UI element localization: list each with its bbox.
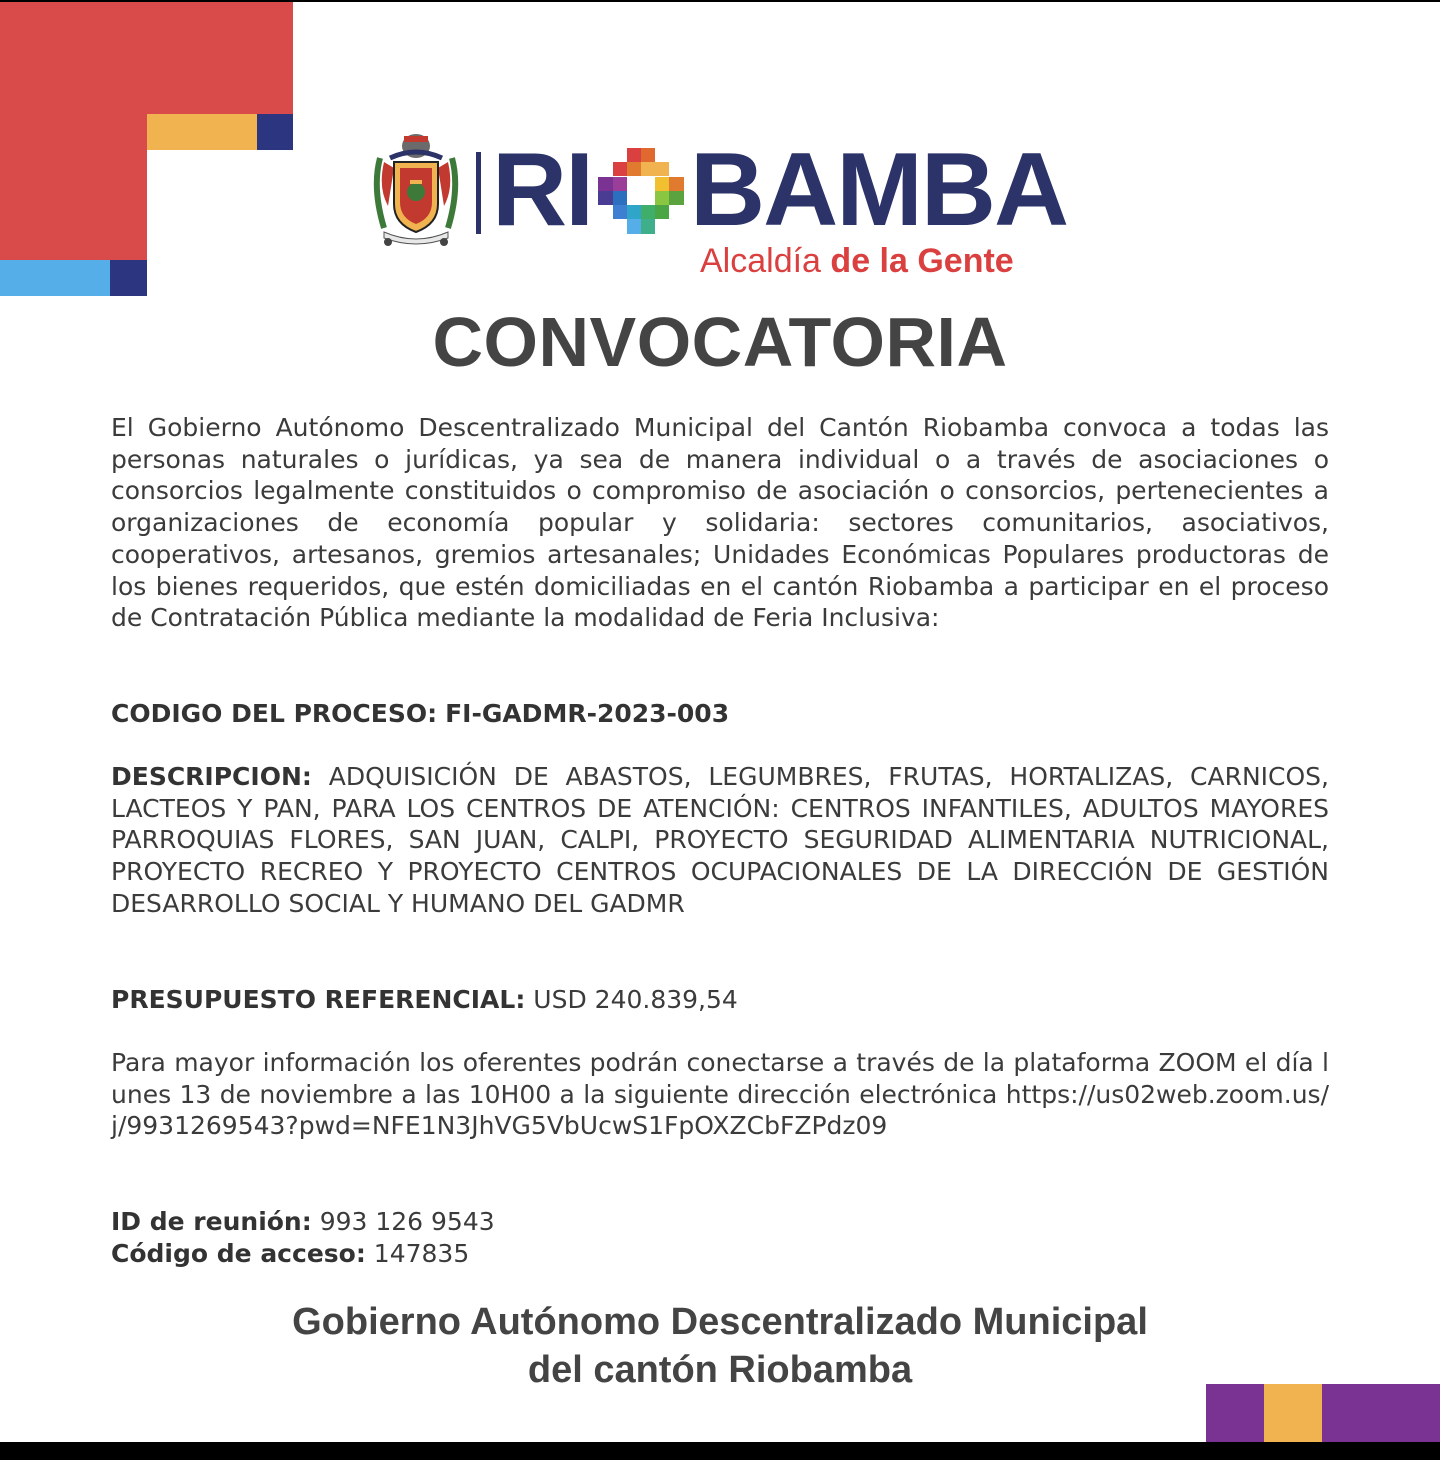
meeting-id-value: 993 126 9543 [319, 1207, 495, 1236]
logo-text-left: RI [492, 132, 592, 248]
zoom-info [111, 1047, 1329, 1142]
codigo-label: CODIGO DEL PROCESO: [111, 699, 438, 728]
footer-line-2: del cantón Riobamba [527, 1349, 913, 1391]
decor-yellow-block [147, 114, 257, 150]
codigo-value: FI-GADMR-2023-003 [445, 699, 730, 728]
logo-text-right: BAMBA [690, 132, 1068, 248]
chakana-cross-icon [598, 148, 684, 234]
presupuesto [111, 984, 1329, 1016]
presupuesto-value: USD 240.839,54 [533, 985, 738, 1014]
coat-of-arms-icon [370, 128, 462, 248]
decor-blue-block [0, 260, 110, 296]
poster [0, 2, 1440, 1442]
logo-divider [476, 152, 481, 234]
descripcion-label: DESCRIPCION: [111, 762, 312, 791]
decor-red-block [0, 2, 293, 114]
bottom-bar [0, 1442, 1440, 1460]
access-code [111, 1238, 1329, 1270]
presupuesto-label: PRESUPUESTO REFERENCIAL: [111, 985, 526, 1014]
zoom-link[interactable]: https://us02web.zoom.us/j/9931269543?pwd=NFE1N3JhVG5VbUcwS1FpOXZCbFZPdz09 [111, 1079, 1329, 1141]
descripcion-value: ADQUISICIÓN DE ABASTOS, LEGUMBRES, FRUTAS, HORTALIZAS, CARNICOS, LACTEOS Y PAN, PARA LOS CENTROS DE ATENCIÓN: CENTROS INFANTILES, ADULTOS MAYORES PARROQUIAS FLORES, SAN JUAN, CALPI, PROYECTO SEGURIDAD ALIMENTARIA NUTRICIONAL, PROYECTO RECREO Y PROYECTO CENTROS OCUPACIONALES DE LA DIRECCIÓN DE GESTIÓN DESARROLLO SOCIAL Y HUMANO DEL GADMR [111, 762, 1329, 918]
riobamba-logo [492, 132, 1068, 248]
decor-navy-block-bottom [110, 260, 147, 296]
access-code-label: Código de acceso: [111, 1239, 366, 1268]
decor-navy-block [257, 114, 293, 150]
meeting-id-label: ID de reunión: [111, 1207, 312, 1236]
page-title: CONVOCATORIA [432, 303, 1008, 381]
decor-red-block-left [0, 114, 147, 260]
descripcion [111, 761, 1329, 920]
codigo-proceso [111, 698, 1329, 730]
intro-paragraph: El Gobierno Autónomo Descentralizado Municipal del Cantón Riobamba convoca a todas las personas naturales o jurídicas, ya sea de manera individual o a través de asociaciones o consorcios legalmente constituidos o compromiso de asociación o consorcios, pertenecientes a organizaciones de economía popular y solidaria: sectores comunitarios, asociativos, cooperativos, artesanos, gremios artesanales; Unidades Económicas Populares productoras de los bienes requeridos, que estén domiciliadas en el cantón Riobamba a participar en el proceso de Contratación Pública mediante la modalidad de Feria Inclusiva: [111, 413, 1329, 633]
tagline [700, 242, 1014, 281]
meeting-id [111, 1206, 1329, 1238]
zoom-info-text: Para mayor información los oferentes podrán conectarse a través de la plataforma ZOOM el día lunes 13 de noviembre a las 10H00 a la siguiente dirección electrónica [111, 1048, 1329, 1109]
access-code-value: 147835 [373, 1239, 470, 1268]
tagline-bold: de la Gente [830, 242, 1014, 280]
footer-line-1: Gobierno Autónomo Descentralizado Municipal [292, 1301, 1148, 1343]
footer [0, 1298, 1440, 1394]
tagline-regular: Alcaldía [700, 242, 821, 280]
